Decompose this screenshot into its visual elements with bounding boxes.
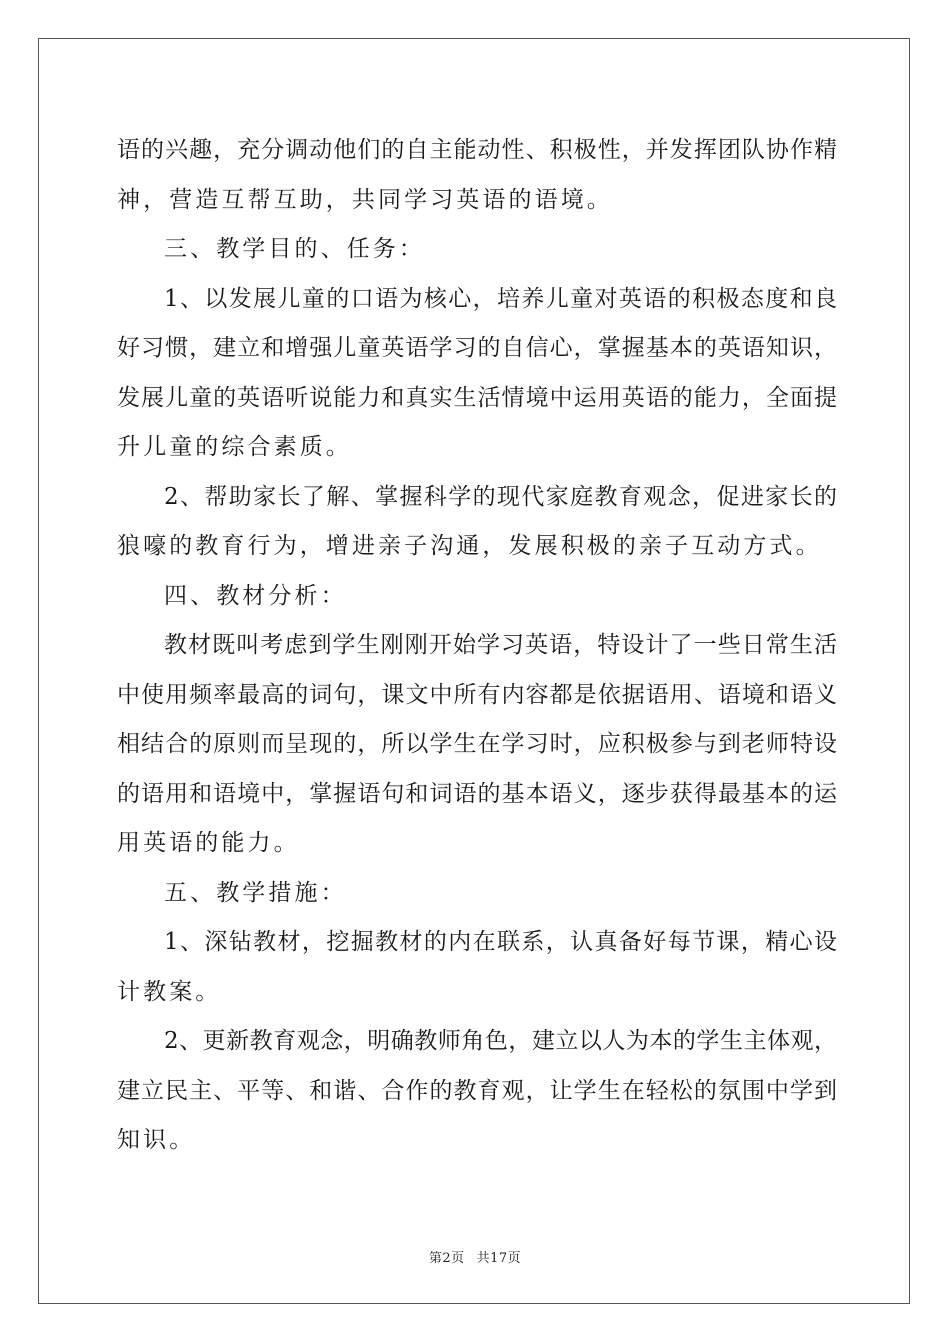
text-line: 的语用和语境中，掌握语句和词语的基本语义，逐步获得最基本的运 (117, 780, 837, 807)
text-line: 神，营造互帮互助，共同学习英语的语境。 (117, 186, 613, 213)
text-line: 2、更新教育观念，明确教师角色，建立以人为本的学生主体观， (164, 1028, 837, 1054)
text-line: 用英语的能力。 (117, 830, 300, 856)
text-line: 教材既叫考虑到学生刚刚开始学习英语，特设计了一些日常生活 (164, 632, 837, 658)
page-number: 第2页 (428, 1251, 465, 1266)
page-footer (0, 1247, 950, 1266)
text-line: 1、深钻教材，挖掘教材的内在联系，认真备好每节课，精心设 (164, 929, 837, 955)
document-body (117, 126, 837, 1166)
text-line: 知识。 (117, 1127, 196, 1153)
text-line: 计教案。 (117, 978, 222, 1005)
text-line: 中使用频率最高的词句，课文中所有内容都是依据语用、语境和语义 (117, 681, 837, 708)
page-total: 共17页 (476, 1251, 522, 1266)
text-line: 五、教学措施： (164, 879, 347, 906)
text-line: 1、以发展儿童的口语为核心，培养儿童对英语的积极态度和良 (164, 285, 837, 312)
text-line: 四、教材分析： (164, 582, 347, 609)
text-line: 升儿童的综合素质。 (117, 434, 352, 460)
text-line: 狼嚎的教育行为，增进亲子沟通，发展积极的亲子互动方式。 (117, 533, 822, 559)
text-line: 好习惯，建立和增强儿童英语学习的自信心，掌握基本的英语知识， (117, 335, 837, 361)
text-line: 发展儿童的英语听说能力和真实生活情境中运用英语的能力，全面提 (117, 384, 837, 411)
text-line: 三、教学目的、任务： (164, 236, 425, 262)
text-line: 语的兴趣，充分调动他们的自主能动性、积极性，并发挥团队协作精 (117, 137, 837, 163)
text-line: 建立民主、平等、和谐、合作的教育观，让学生在轻松的氛围中学到 (117, 1077, 837, 1104)
text-line: 2、帮助家长了解、掌握科学的现代家庭教育观念，促进家长的 (164, 483, 837, 510)
text-line: 相结合的原则而呈现的，所以学生在学习时，应积极参与到老师特设 (117, 731, 837, 757)
